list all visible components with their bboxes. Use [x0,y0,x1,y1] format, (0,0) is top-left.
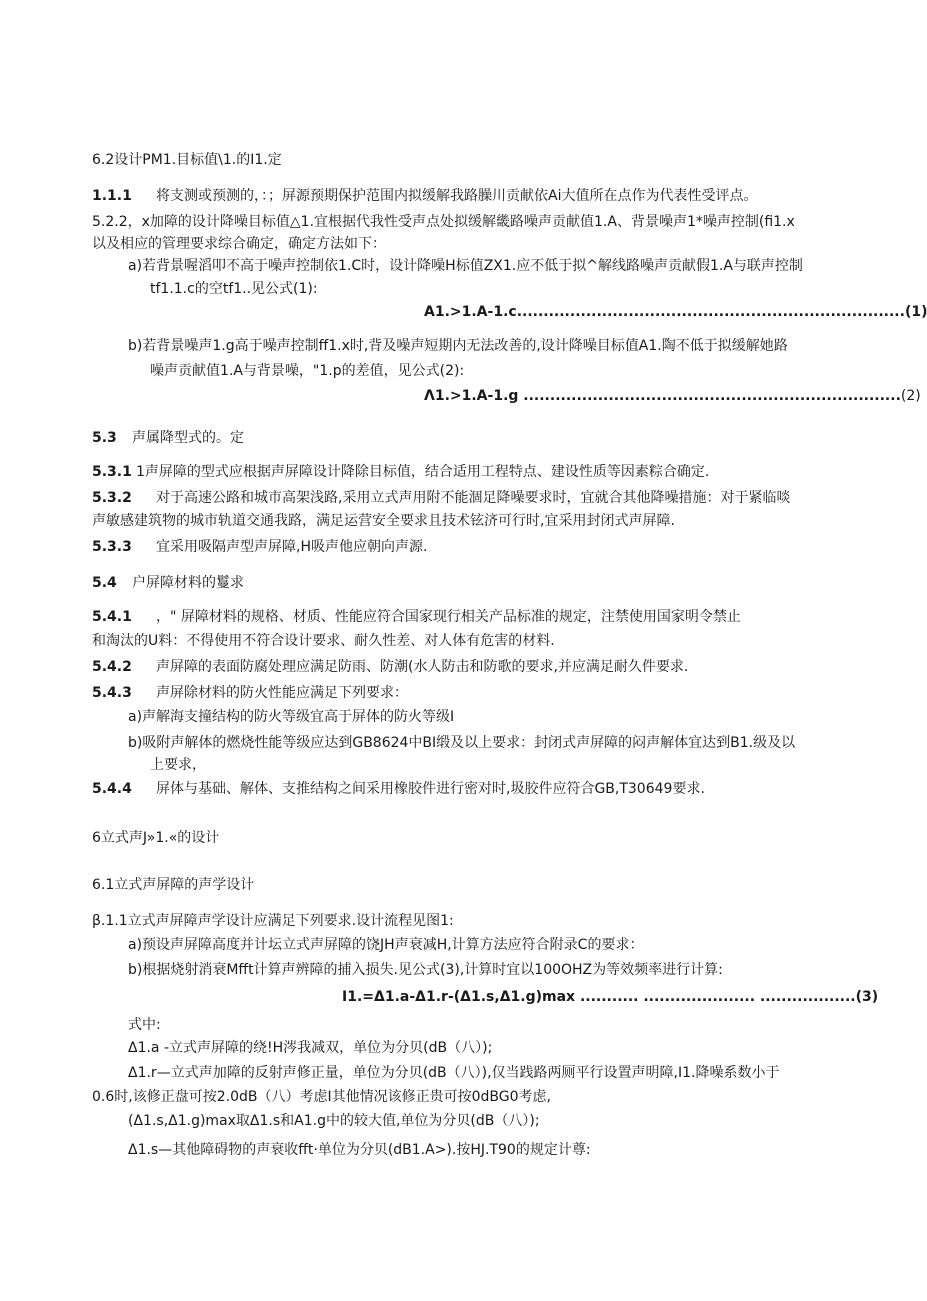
clause-text: 声屏除材料的防火性能应满足下列要求： [156,685,408,701]
definition-delta-ls: Δ1.s—其他障碍物的声衰收fft·单位为分贝(dB1.A>).按HJ.T90的规定计尊: [128,1142,591,1158]
clause-5-4-3-item-a: a)声解海支撞结构的防火等级宜高于屏体的防火等级I [128,709,455,725]
formula-2-number: (2) [900,388,921,404]
clause-number: 5.3.1 [92,464,132,480]
clause-6-1-1-item-a: a)预设声屏障高度并计坛立式声屏障的饶JH声衰减H,计算方法应符合附录C的要求： [128,937,644,953]
clause-5-4-3-item-b-line1: b)吸附声解体的燃烧性能等级应达到GB8624中BI缎及以上要求：封闭式声屏障的闷声解体宜达到B1.级及以 [128,735,796,751]
clause-5-4-1-line1 [92,607,741,627]
clause-number: 5.3.3 [92,539,132,555]
clause-text: 宜采用吸隔声型声屏障,H吸声他应朝向声源. [156,539,428,555]
clause-text: 将支测或预测的，：；屏源预期保护范围内拟缓解我路臊川贡献依Ai大值所在点作为代表性受评点。 [156,188,758,204]
clause-text: 对于高速公路和城市高架浅路,采用立式声用附不能涸足降噪要求时，宜就合其他降噪措施：对于紧临啖 [156,490,791,506]
clause-number: 5.3.2 [92,490,132,506]
formula-1 [424,302,927,322]
clause-5-3-2-line2: 声敏感建筑物的城市轨道交通我路，满足运营安全要求且技术铉济可行时,宜采用封闭式声屏障. [92,513,675,529]
clause-text: 声屏障的表面防腐处理应满足防雨、防潮(水人防击和防歌的要求,并应满足耐久件要求. [156,659,689,675]
clause-number: 5.4.4 [92,781,132,797]
formula-1-number: (1) [904,304,927,320]
clause-5-4-2 [92,657,688,677]
clause-number: 5.4.1 [92,609,132,625]
clause-5-3-1 [92,462,709,482]
definition-delta-lr-line1: Δ1.r—立式声加障的反射声修正量，单位为分贝(dB（八）),仅当践路两厕平行设置声明障,I1.降噪系数小于 [128,1065,780,1081]
clause-5-2-2-line1: 5.2.2，x加障的设计降噪目标值△1.宜根据代我性受声点处拟缓解畿路噪声贡献值1.A、背景噪声1*噪声控制(fi1.x [92,214,795,230]
section-title: 声属降型式的。定 [132,430,244,446]
item-b-line1: b)若背景噪声1.g高于噪声控制ff1.x时,背及噪声短期内无法改善的,设计降噪目标值A1.陶不低于拟缓解她路 [128,338,788,354]
formula-2-text: Λ1.>1.A-1.g ....................................................................... [424,388,901,404]
formula-3: I1.=Δ1.a-Δ1.r-(Δ1.s,Δ1.g)max ........... ..................... ..................(3) [342,989,879,1005]
where-label: 式中: [128,1017,161,1033]
clause-number: 5.4.3 [92,685,132,701]
item-b-line2: 噪声贡献值1.A与背景噪，"1.p的差值，见公式(2): [150,363,465,379]
section-number: 5.4 [92,575,117,591]
clause-5-3-2-line1 [92,488,790,508]
formula-2 [424,386,921,406]
clause-5-4-1-line2: 和淘汰的U料：不得使用不符合设计要求、耐久性差、对人体有危害的材料. [92,633,555,649]
definition-max: (Δ1.s,Δ1.g)max取Δ1.s和A1.g中的较大值,单位为分贝(dB（八）); [128,1113,540,1129]
clause-text: 屏体与基础、解体、支推结构之间采用橡胶件进行密对时,圾胶件应符合GB,T30649要求. [156,781,705,797]
section-heading-6-2: 6.2设计PM1.目标值\1.的I1.定 [92,152,282,168]
section-heading-6-1: 6.1立式声屏障的声学设计 [92,877,255,893]
clause-5-3-3 [92,537,427,557]
clause-5-4-3 [92,683,408,703]
definition-delta-lr-line2: 0.6时,该修正盘可按2.0dB（八）考虑I其他情况该修正贵可按0dBG0考虑, [92,1089,551,1105]
clause-1-1-1 [92,186,757,206]
item-a-line1: a)若背景喔滔叩不高于噪声控制依1.C时，设计降噪H标值ZX1.应不低于拟^解线路噪声贡献假1.A与联声控制 [128,258,803,274]
section-number: 5.3 [92,430,117,446]
clause-text: 1声屏障的型式应根据声屏障设计降除目标值，结合适用工程特点、建设性质等因素粽合确定. [136,464,710,480]
clause-6-1-1-item-b: b)根据烧射消衰Mfft计算声辨障的捕入损失.见公式(3),计算时宜以100OHZ为等效频率进行计算: [128,962,723,978]
clause-text: ，" 屏障材料的规格、材质、性能应符合国家现行相关产品标准的规定，注禁使用国家明令禁止 [156,609,741,625]
clause-number: 1.1.1 [92,188,132,204]
clause-5-2-2-line2: 以及相应的管理要求综合确定，确定方法如下： [92,236,386,252]
clause-5-4-4 [92,779,705,799]
section-title: 户屏障材料的鬘求 [132,575,244,591]
section-heading-5-3 [92,428,244,448]
section-heading-5-4 [92,573,244,593]
clause-5-4-3-item-b-line2: 上要求， [150,757,206,773]
clause-6-1-1: β.1.1立式声屏障声学设计应满足下列要求.设计流程见图1: [92,913,454,929]
clause-number: 5.4.2 [92,659,132,675]
chapter-heading-6: 6立式声J»1.«的设计 [92,830,220,846]
definition-delta-la: Δ1.a -立式声屏障的绕!H涔我减双，单位为分贝(dB（八）); [128,1040,493,1056]
item-a-line2: tf1.1.c的空tf1..见公式(1): [150,281,318,297]
formula-1-text: A1.>1.A-1.c......................................................................... [424,304,905,320]
